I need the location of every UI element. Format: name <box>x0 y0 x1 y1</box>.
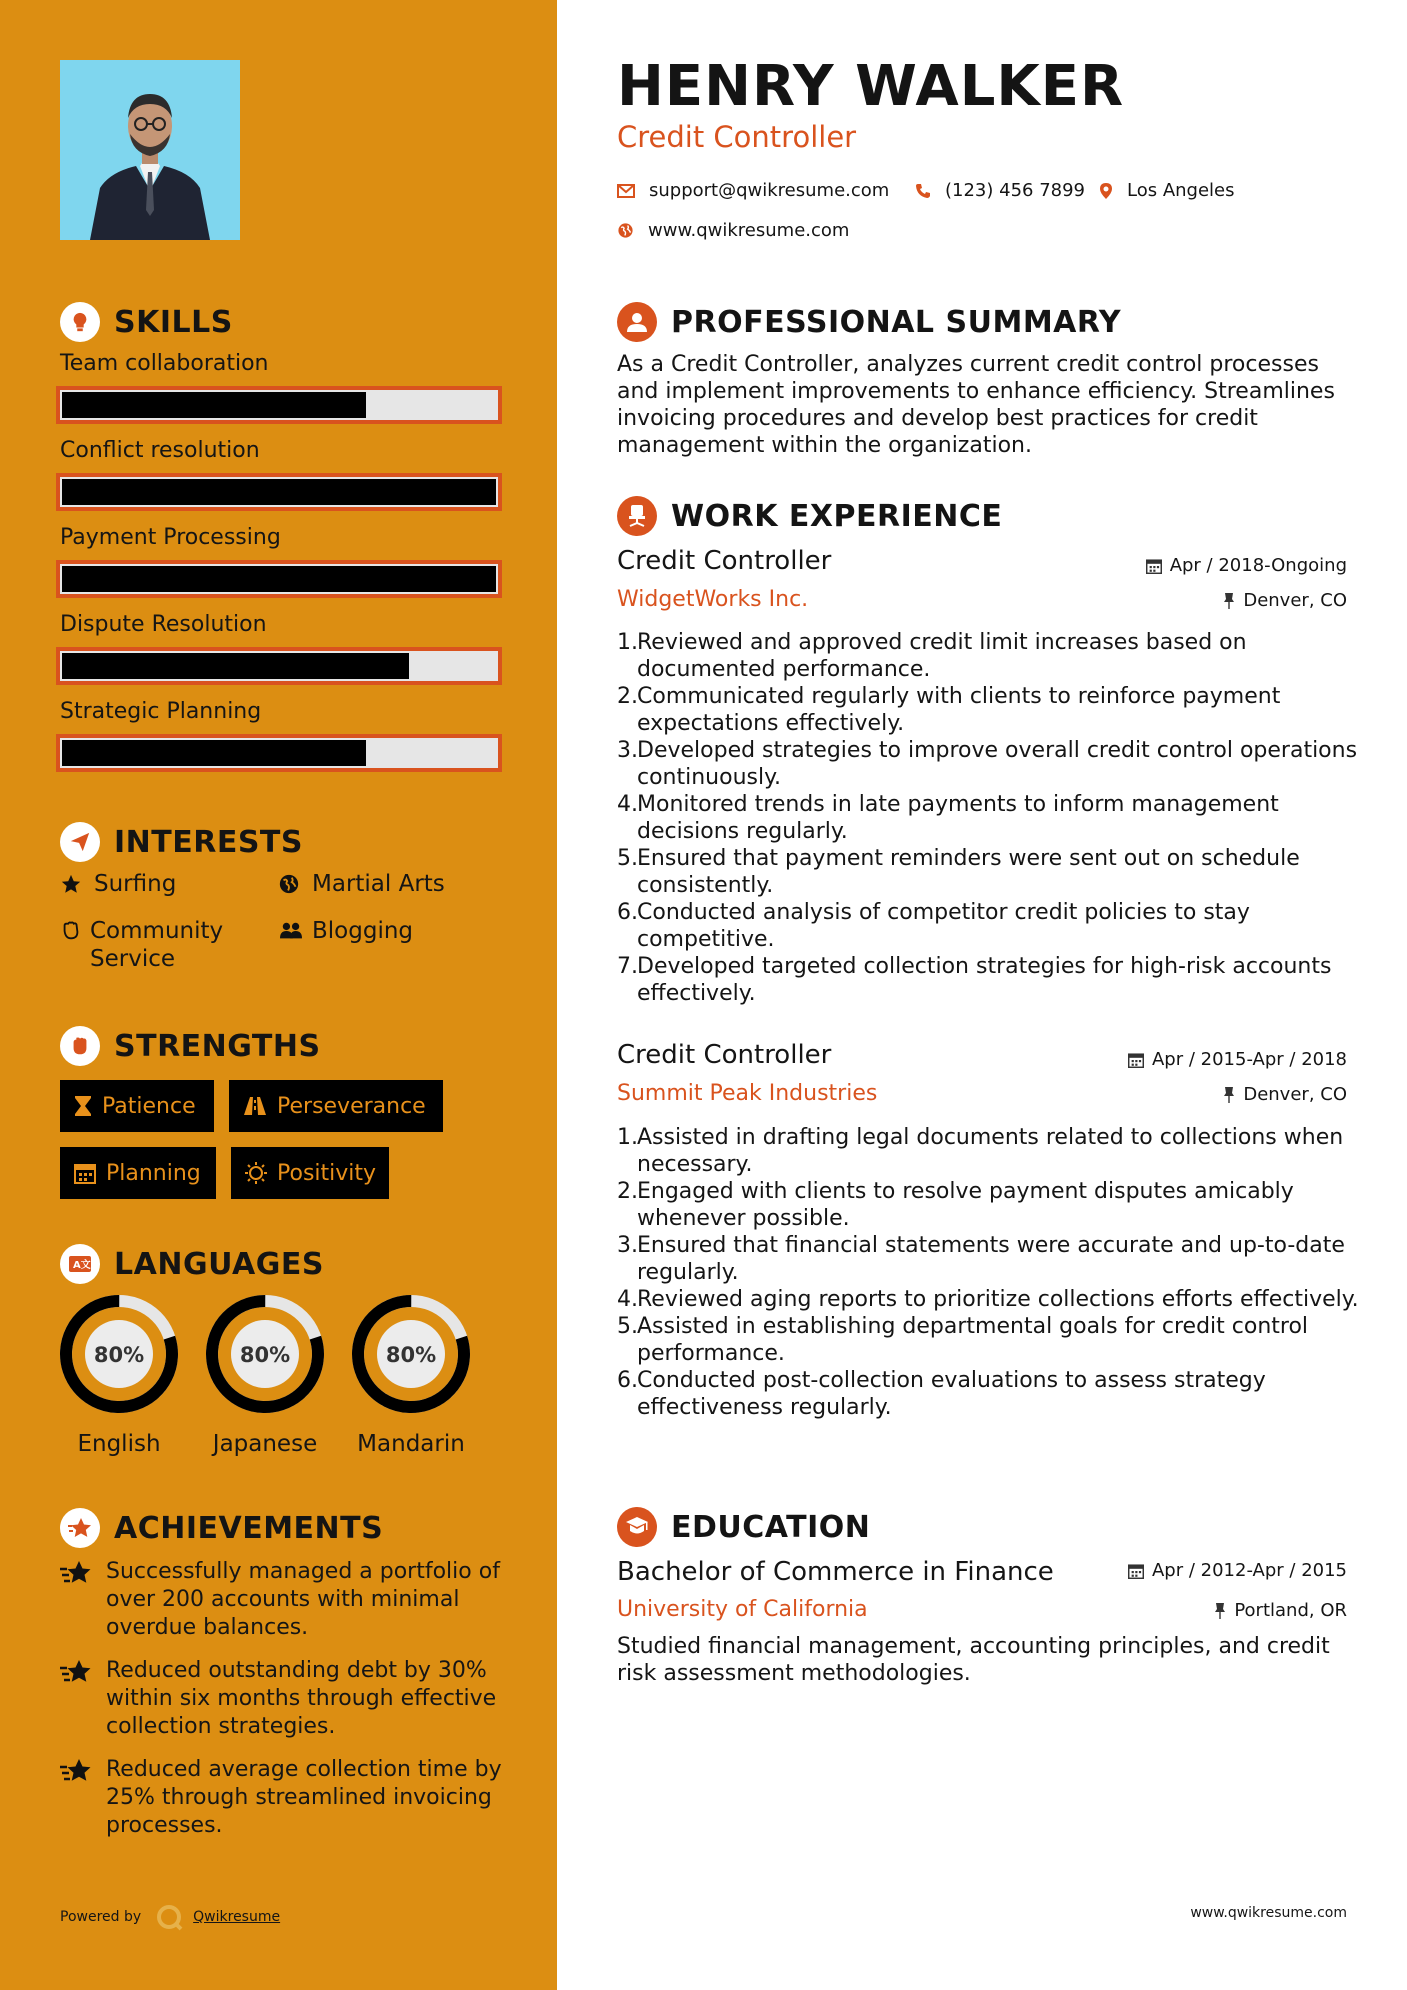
strength-label: Patience <box>102 1093 196 1119</box>
users-icon <box>278 917 304 945</box>
contact-location <box>1099 180 1235 201</box>
responsibility-item: 5. Ensured that payment reminders were sent out on schedule consistently. <box>617 846 1300 898</box>
office-chair-icon <box>617 496 657 536</box>
sun-icon <box>245 1162 267 1184</box>
job-title: Credit Controller <box>617 546 832 576</box>
skill-name: Strategic Planning <box>60 699 262 724</box>
achievement-item <box>60 1756 510 1840</box>
language-item <box>350 1293 472 1457</box>
skill-bar-fill <box>62 392 366 418</box>
skill-name: Dispute Resolution <box>60 612 267 637</box>
interest-item <box>278 870 445 898</box>
language-name: Japanese <box>212 1431 318 1457</box>
responsibility-item: 3. Developed strategies to improve overall credit control operations continuously. <box>617 738 1358 790</box>
job-dates <box>1128 1049 1347 1070</box>
graduation-icon <box>617 1507 657 1547</box>
interest-label: Community Service <box>90 918 224 972</box>
education-dates <box>1128 1560 1347 1581</box>
strength-badge <box>60 1147 216 1199</box>
calendar-icon <box>1146 558 1162 574</box>
job-location-text: Denver, CO <box>1243 590 1347 611</box>
summary-title: PROFESSIONAL SUMMARY <box>671 304 1122 340</box>
responsibility-item: 2. Engaged with clients to resolve payment disputes amicably whenever possible. <box>617 1179 1294 1231</box>
thumbtack-icon <box>1223 1086 1235 1104</box>
education-location <box>1214 1600 1347 1621</box>
thumbtack-icon <box>1214 1602 1226 1620</box>
responsibility-item: 3. Ensured that financial statements were accurate and up-to-date regularly. <box>617 1233 1345 1285</box>
language-name: Mandarin <box>357 1431 465 1457</box>
job-location-text: Denver, CO <box>1243 1084 1347 1105</box>
education-title: EDUCATION <box>671 1509 871 1545</box>
powered-brand-link[interactable]: Qwikresume <box>193 1909 281 1925</box>
achievements-title: ACHIEVEMENTS <box>114 1510 384 1546</box>
skill-bar-fill <box>62 566 496 592</box>
school-name: University of California <box>617 1597 868 1622</box>
language-ring <box>58 1293 180 1415</box>
summary-text: As a Credit Controller, analyzes current credit control processes and implement improvements to enhance efficiency. Streamlines invoicing procedures and develop best practices for credit management within the organization. <box>617 352 1335 458</box>
interests-title: INTERESTS <box>114 824 303 860</box>
job-company: WidgetWorks Inc. <box>617 587 809 612</box>
globe-icon <box>617 222 634 239</box>
skill-bar-fill <box>62 479 496 505</box>
hand-icon <box>60 917 82 945</box>
education-heading <box>617 1507 870 1547</box>
road-icon <box>243 1096 267 1116</box>
language-item <box>58 1293 180 1457</box>
contact-website <box>617 220 849 241</box>
skill-name: Conflict resolution <box>60 438 260 463</box>
responsibility-item: 5. Assisted in establishing departmental goals for credit control performance. <box>617 1314 1309 1366</box>
calendar-icon <box>1128 1052 1144 1068</box>
experience-heading <box>617 496 1002 536</box>
speed-star-icon <box>60 1758 96 1788</box>
skill-bar <box>56 473 502 511</box>
responsibility-list <box>617 629 1377 1007</box>
skills-heading <box>60 302 233 342</box>
fist-icon <box>60 1026 100 1066</box>
achievement-text: Successfully managed a portfolio of over 200 accounts with minimal overdue balances. <box>106 1559 500 1640</box>
responsibility-item: 4. Reviewed aging reports to prioritize collections efforts effectively. <box>617 1287 1359 1312</box>
job-company: Summit Peak Industries <box>617 1081 878 1106</box>
lightbulb-icon <box>60 302 100 342</box>
job-location <box>1223 1084 1347 1105</box>
powered-label: Powered by <box>60 1909 142 1925</box>
strength-label: Planning <box>106 1160 201 1186</box>
achievements-heading <box>60 1508 383 1548</box>
language-name: English <box>77 1431 161 1457</box>
skill-bar <box>56 647 502 685</box>
languages-heading <box>60 1244 324 1284</box>
main-content <box>557 0 1407 1990</box>
job-dates <box>1146 555 1347 576</box>
skill-name: Team collaboration <box>60 351 269 376</box>
phone-icon <box>915 183 931 199</box>
phone-text: (123) 456 7899 <box>945 180 1086 201</box>
email-text: support@qwikresume.com <box>649 180 890 201</box>
strengths-heading <box>60 1026 321 1066</box>
language-percent: 80% <box>239 1343 291 1367</box>
language-icon <box>60 1244 100 1284</box>
award-star-icon <box>60 1508 100 1548</box>
skill-bar <box>56 560 502 598</box>
job-location <box>1223 590 1347 611</box>
hourglass-icon <box>74 1095 92 1117</box>
contact-email <box>617 180 889 201</box>
skill-name: Payment Processing <box>60 525 281 550</box>
profile-photo <box>60 60 240 240</box>
speed-star-icon <box>60 1659 96 1689</box>
degree-title: Bachelor of Commerce in Finance <box>617 1557 1054 1587</box>
language-ring <box>204 1293 326 1415</box>
strength-label: Positivity <box>277 1160 377 1186</box>
globe-icon <box>278 870 304 898</box>
sidebar <box>0 0 557 1990</box>
responsibility-item: 4. Monitored trends in late payments to inform management decisions regularly. <box>617 792 1279 844</box>
envelope-icon <box>617 184 635 198</box>
calendar-icon <box>1128 1563 1144 1579</box>
skill-bar <box>56 386 502 424</box>
skill-bar-fill <box>62 740 366 766</box>
svg-text:A文: A文 <box>73 1260 91 1271</box>
user-icon <box>617 302 657 342</box>
full-name: HENRY WALKER <box>617 54 1125 119</box>
responsibility-item: 1. Assisted in drafting legal documents related to collections when necessary. <box>617 1125 1344 1177</box>
responsibility-item: 1. Reviewed and approved credit limit increases based on documented performance. <box>617 630 1247 682</box>
language-percent: 80% <box>385 1343 437 1367</box>
paper-plane-icon <box>60 822 100 862</box>
interest-label: Martial Arts <box>312 871 445 897</box>
strength-badge <box>60 1080 214 1132</box>
job-title: Credit Controller <box>617 1040 832 1070</box>
language-percent: 80% <box>93 1343 145 1367</box>
qwikresume-logo-icon <box>155 1903 183 1931</box>
interest-item <box>60 870 176 898</box>
interest-item <box>278 917 413 945</box>
skill-bar <box>56 734 502 772</box>
speed-star-icon <box>60 1560 96 1590</box>
contact-phone <box>915 180 1085 201</box>
star-icon <box>60 870 86 898</box>
achievement-item <box>60 1657 510 1741</box>
person-photo-icon <box>60 60 240 240</box>
achievement-text: Reduced average collection time by 25% through streamlined invoicing processes. <box>106 1757 502 1838</box>
education-location-text: Portland, OR <box>1234 1600 1347 1621</box>
summary-heading <box>617 302 1121 342</box>
map-pin-icon <box>1099 182 1113 200</box>
experience-title: WORK EXPERIENCE <box>671 498 1003 534</box>
skills-title: SKILLS <box>114 304 233 340</box>
responsibility-list <box>617 1124 1377 1421</box>
job-role: Credit Controller <box>617 120 857 154</box>
interest-item <box>60 917 250 973</box>
strength-badge <box>229 1080 443 1132</box>
thumbtack-icon <box>1223 592 1235 610</box>
languages-title: LANGUAGES <box>114 1246 324 1282</box>
footer-url: www.qwikresume.com <box>1190 1905 1347 1921</box>
interest-label: Surfing <box>94 871 177 897</box>
achievement-text: Reduced outstanding debt by 30% within six months through effective collection strategies. <box>106 1658 497 1739</box>
education-description: Studied financial management, accounting principles, and credit risk assessment methodologies. <box>617 1634 1330 1686</box>
website-text: www.qwikresume.com <box>648 220 850 241</box>
job-dates-text: Apr / 2018-Ongoing <box>1169 555 1347 576</box>
skill-bar-fill <box>62 653 409 679</box>
responsibility-item: 7. Developed targeted collection strategies for high-risk accounts effectively. <box>617 954 1332 1006</box>
strength-badge <box>231 1147 389 1199</box>
education-dates-text: Apr / 2012-Apr / 2015 <box>1151 1560 1347 1581</box>
job-dates-text: Apr / 2015-Apr / 2018 <box>1151 1049 1347 1070</box>
responsibility-item: 6. Conducted post-collection evaluations to assess strategy effectiveness regularly. <box>617 1368 1266 1420</box>
calendar-icon <box>74 1162 96 1184</box>
language-item <box>204 1293 326 1457</box>
location-text: Los Angeles <box>1127 180 1235 201</box>
strength-label: Perseverance <box>277 1093 426 1119</box>
strengths-title: STRENGTHS <box>114 1028 321 1064</box>
interest-label: Blogging <box>312 918 414 944</box>
powered-by <box>60 1903 280 1931</box>
interests-heading <box>60 822 303 862</box>
achievement-item <box>60 1558 510 1642</box>
language-ring <box>350 1293 472 1415</box>
responsibility-item: 2. Communicated regularly with clients to reinforce payment expectations effectively. <box>617 684 1281 736</box>
responsibility-item: 6. Conducted analysis of competitor credit policies to stay competitive. <box>617 900 1250 952</box>
